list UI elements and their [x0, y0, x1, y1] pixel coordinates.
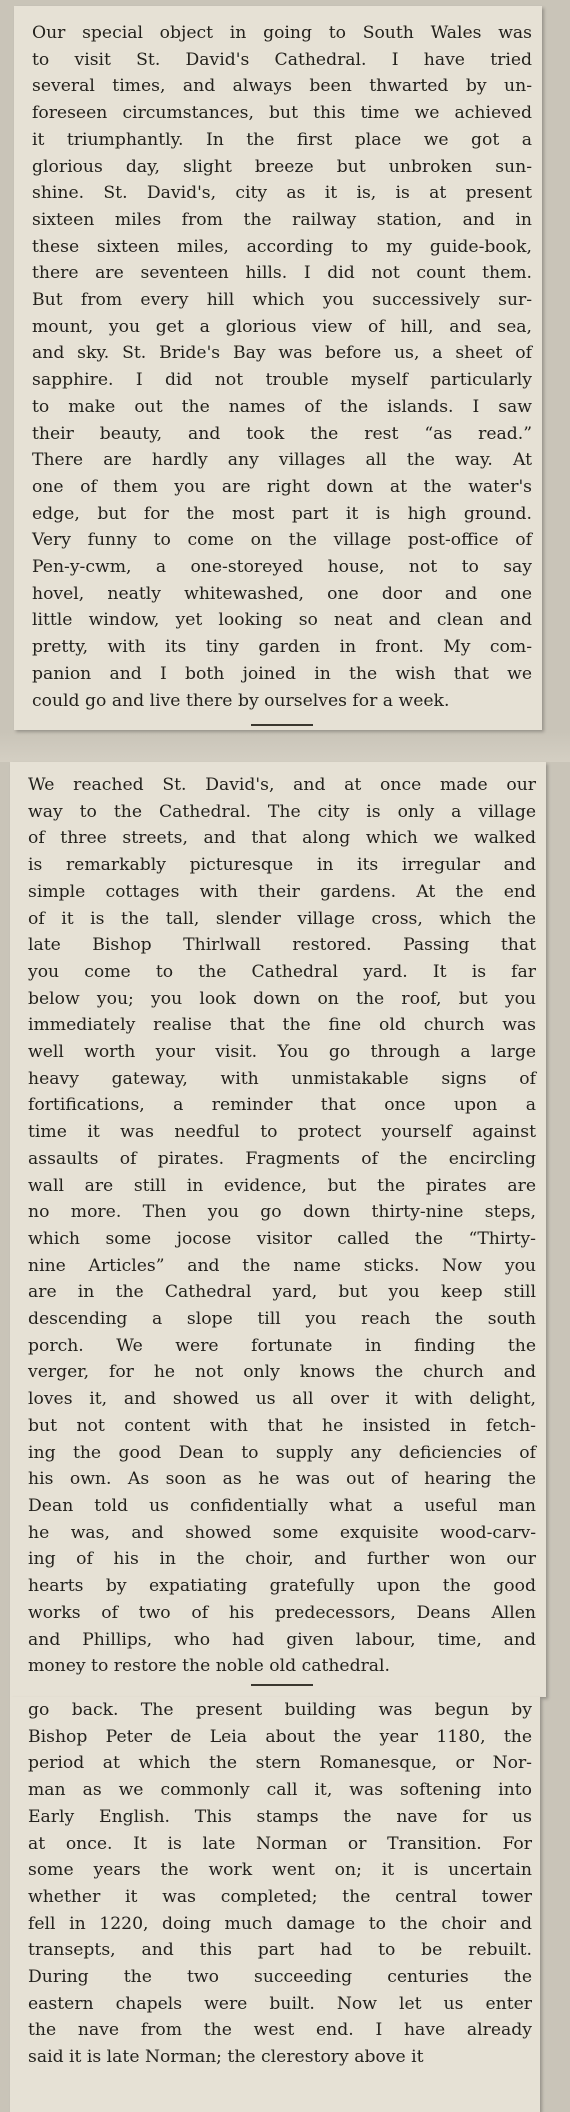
text-line: shine. St. David's, city as it is, is at present	[32, 183, 532, 204]
text-line: descending a slope till you reach the south	[28, 1309, 536, 1330]
text-line: transepts, and this part had to be rebuilt.	[28, 1940, 532, 1961]
text-line: works of two of his predecessors, Deans Allen	[28, 1602, 536, 1623]
text-line: Very funny to come on the village post-office of	[32, 530, 532, 551]
text-line: at once. It is late Norman or Transition. For	[28, 1833, 532, 1854]
text-line: no more. Then you go down thirty-nine steps,	[28, 1202, 536, 1223]
text-line: of three streets, and that along which we walked	[28, 828, 536, 849]
text-line: man as we commonly call it, was softening into	[28, 1780, 532, 1801]
text-line: you come to the Cathedral yard. It is far	[28, 961, 536, 982]
text-line: go back. The present building was begun by	[28, 1700, 532, 1720]
text-line: and Phillips, who had given labour, time, and	[28, 1629, 536, 1650]
text-line: one of them you are right down at the water's	[32, 476, 532, 497]
text-line: Early English. This stamps the nave for us	[28, 1806, 532, 1827]
text-line: glorious day, slight breeze but unbroken sun-	[32, 156, 532, 177]
text-line: foreseen circumstances, but this time we achieved	[32, 103, 532, 124]
text-line: Pen-y-cwm, a one-storeyed house, not to say	[32, 557, 532, 578]
text-line: panion and I both joined in the wish that we	[32, 663, 532, 684]
text-line: late Bishop Thirlwall restored. Passing that	[28, 935, 536, 956]
text-line: pretty, with its tiny garden in front. My com-	[32, 637, 532, 658]
text-line: little window, yet looking so neat and clean and	[32, 610, 532, 631]
text-line: to make out the names of the islands. I saw	[32, 396, 532, 417]
text-line: well worth your visit. You go through a large	[28, 1042, 536, 1063]
text-line: below you; you look down on the roof, but you	[28, 988, 536, 1009]
text-line: We reached St. David's, and at once made our	[28, 775, 536, 795]
text-line: edge, but for the most part it is high ground.	[32, 503, 532, 524]
clipping-2	[10, 762, 546, 1697]
text-line: ing the good Dean to supply any deficiencies of	[28, 1442, 536, 1463]
text-line: to visit St. David's Cathedral. I have tried	[32, 49, 532, 70]
text-line: But from every hill which you successively sur-	[32, 290, 532, 311]
text-line: porch. We were fortunate in finding the	[28, 1335, 536, 1356]
text-line: these sixteen miles, according to my guide-book,	[32, 236, 532, 257]
text-line: simple cottages with their gardens. At the end	[28, 881, 536, 902]
text-line: but not content with that he insisted in fetch-	[28, 1415, 536, 1436]
text-line: several times, and always been thwarted by un-	[32, 76, 532, 97]
text-line: some years the work went on; it is uncertain	[28, 1860, 532, 1881]
text-line: loves it, and showed us all over it with delight,	[28, 1389, 536, 1410]
text-line: sapphire. I did not trouble myself particularly	[32, 370, 532, 391]
text-line: time it was needful to protect yourself against	[28, 1122, 536, 1143]
text-line: period at which the stern Romanesque, or Nor-	[28, 1753, 532, 1774]
text-line: is remarkably picturesque in its irregular and	[28, 855, 536, 876]
section-divider	[251, 1684, 313, 1686]
paragraph-1	[32, 20, 532, 714]
text-line: it triumphantly. In the first place we got a	[32, 129, 532, 150]
text-line: wall are still in evidence, but the pirates are	[28, 1175, 536, 1196]
text-line: Bishop Peter de Leia about the year 1180, the	[28, 1726, 532, 1747]
text-line: and sky. St. Bride's Bay was before us, a sheet of	[32, 343, 532, 364]
section-divider	[251, 724, 313, 726]
text-line: fortifications, a reminder that once upon a	[28, 1095, 536, 1116]
text-line: hearts by expatiating gratefully upon the good	[28, 1576, 536, 1597]
text-line: hovel, neatly whitewashed, one door and one	[32, 583, 532, 604]
text-line: whether it was completed; the central tower	[28, 1886, 532, 1907]
text-line: his own. As soon as he was out of hearing the	[28, 1469, 536, 1490]
text-line: Dean told us confidentially what a useful man	[28, 1495, 536, 1516]
text-line: fell in 1220, doing much damage to the choir and	[28, 1913, 532, 1934]
paragraph-2	[28, 772, 536, 1680]
text-line: ing of his in the choir, and further won our	[28, 1549, 536, 1570]
text-line: there are seventeen hills. I did not count them.	[32, 263, 532, 284]
text-line: During the two succeeding centuries the	[28, 1967, 532, 1988]
text-line: way to the Cathedral. The city is only a village	[28, 801, 536, 822]
text-line: assaults of pirates. Fragments of the encircling	[28, 1148, 536, 1169]
text-line: are in the Cathedral yard, but you keep still	[28, 1282, 536, 1303]
text-line: of it is the tall, slender village cross, which the	[28, 908, 536, 929]
text-line: immediately realise that the fine old church was	[28, 1015, 536, 1036]
text-line: sixteen miles from the railway station, and in	[32, 209, 532, 230]
text-line: verger, for he not only knows the church and	[28, 1362, 536, 1383]
text-line: eastern chapels were built. Now let us enter	[28, 1993, 532, 2014]
text-line: Our special object in going to South Wales was	[32, 23, 532, 43]
text-line: nine Articles” and the name sticks. Now you	[28, 1255, 536, 1276]
text-line: money to restore the noble old cathedral.	[28, 1656, 391, 1677]
text-line: heavy gateway, with unmistakable signs of	[28, 1068, 536, 1089]
text-line: could go and live there by ourselves for a week.	[32, 690, 450, 711]
clipping-3	[10, 1697, 540, 2112]
text-line: he was, and showed some exquisite wood-carv-	[28, 1522, 536, 1543]
text-line: mount, you get a glorious view of hill, and sea,	[32, 316, 532, 337]
paragraph-3	[28, 1697, 532, 2071]
gap-between-clippings	[0, 732, 570, 762]
text-line: There are hardly any villages all the way. At	[32, 450, 532, 471]
text-line: which some jocose visitor called the “Thirty-	[28, 1228, 536, 1249]
text-line: the nave from the west end. I have already	[28, 2020, 532, 2041]
text-line: said it is late Norman; the clerestory above it	[28, 2047, 424, 2068]
text-line: their beauty, and took the rest “as read.”	[32, 423, 532, 444]
clipping-1	[14, 6, 542, 730]
